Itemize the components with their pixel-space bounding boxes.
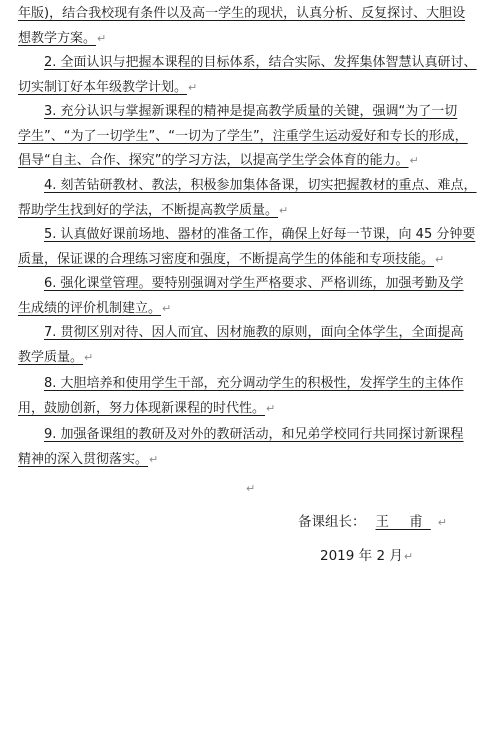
paragraph-mark-icon: ↵ (409, 154, 419, 167)
paragraph-mark-icon: ↵ (279, 203, 289, 217)
text-line: 5. 认真做好课前场地、器材的准备工作，确保上好每一节课，向 45 分钟要 (44, 227, 476, 242)
text-line: 学生”、“为了一切学生”、“一切为了学生”，注重学生运动爱好和专长的形成， (18, 128, 468, 144)
paragraph-item-4 (18, 174, 477, 223)
paragraph-mark-icon: ↵ (97, 31, 107, 45)
paragraph-mark-icon: ↵ (162, 301, 172, 315)
text-line: 生成绩的评价机制建立。↵ (18, 300, 172, 316)
text-line: 4. 刻苦钻研教材、教法，积极参加集体备课，切实把握教材的重点、难点， (44, 178, 477, 193)
document-date: 2019 年 2 月 (320, 548, 403, 564)
paragraph-mark-icon: ↵ (437, 516, 448, 529)
text-line: 想教学方案。↵ (18, 30, 107, 46)
paragraph-mark-icon: ↵ (403, 550, 414, 563)
text-line: 9. 加强备课组的教研及对外的教研活动，和兄弟学校同行共同探讨新课程 (44, 427, 464, 442)
text-line: 8. 大胆培养和使用学生干部，充分调动学生的积极性，发挥学生的主体作 (44, 376, 464, 391)
paragraph-continuation (18, 2, 470, 51)
paragraph-mark-icon: ↵ (266, 401, 276, 415)
paragraph-item-8 (18, 372, 470, 421)
paragraph-item-5 (18, 223, 476, 272)
signature-name: 王 甫 (375, 514, 431, 530)
text-line: 切实制订好本年级教学计划。↵ (18, 79, 198, 95)
paragraph-item-2 (18, 51, 477, 100)
text-line: 6. 强化课堂管理。要特别强调对学生严格要求、严格训练，加强考勤及学 (44, 276, 464, 291)
paragraph-mark-icon: ↵ (435, 252, 445, 266)
text-line: 帮助学生找到好的学法，不断提高教学质量。↵ (18, 202, 289, 218)
date-line (320, 544, 413, 564)
paragraph-mark-icon: ↵ (188, 80, 198, 94)
text-line: 教学质量。↵ (18, 349, 94, 365)
paragraph-mark-icon: ↵ (84, 350, 94, 364)
paragraph-item-3 (18, 100, 470, 174)
signature-line (298, 510, 447, 530)
text-line: 3. 充分认识与掌握新课程的精神是提高教学质量的关键，强调“为了一切 (44, 104, 458, 119)
text-line: 倡导“自主、合作、探究”的学习方法，以提高学生学会体育的能力。↵ (18, 153, 419, 168)
paragraph-item-7 (18, 321, 470, 370)
paragraph-mark-icon: ↵ (246, 482, 256, 495)
paragraph-item-6 (18, 272, 470, 321)
paragraph-mark-icon: ↵ (149, 452, 159, 466)
signature-label: 备课组长： (298, 514, 366, 530)
text-line: 7. 贯彻区别对待、因人而宜、因材施教的原则，面向全体学生，全面提高 (44, 325, 464, 340)
paragraph-item-9 (18, 423, 470, 472)
text-line: 用，鼓励创新，努力体现新课程的时代性。↵ (18, 400, 276, 416)
text-line: 质量，保证课的合理练习密度和强度，不断提高学生的体能和专项技能。↵ (18, 251, 445, 267)
text-line: 年版)，结合我校现有条件以及高一学生的现状，认真分析、反复探讨、大胆设 (18, 6, 466, 21)
text-line: 2. 全面认识与把握本课程的目标体系，结合实际、发挥集体智慧认真研讨、 (44, 55, 477, 70)
text-line: 精神的深入贯彻落实。↵ (18, 451, 159, 467)
